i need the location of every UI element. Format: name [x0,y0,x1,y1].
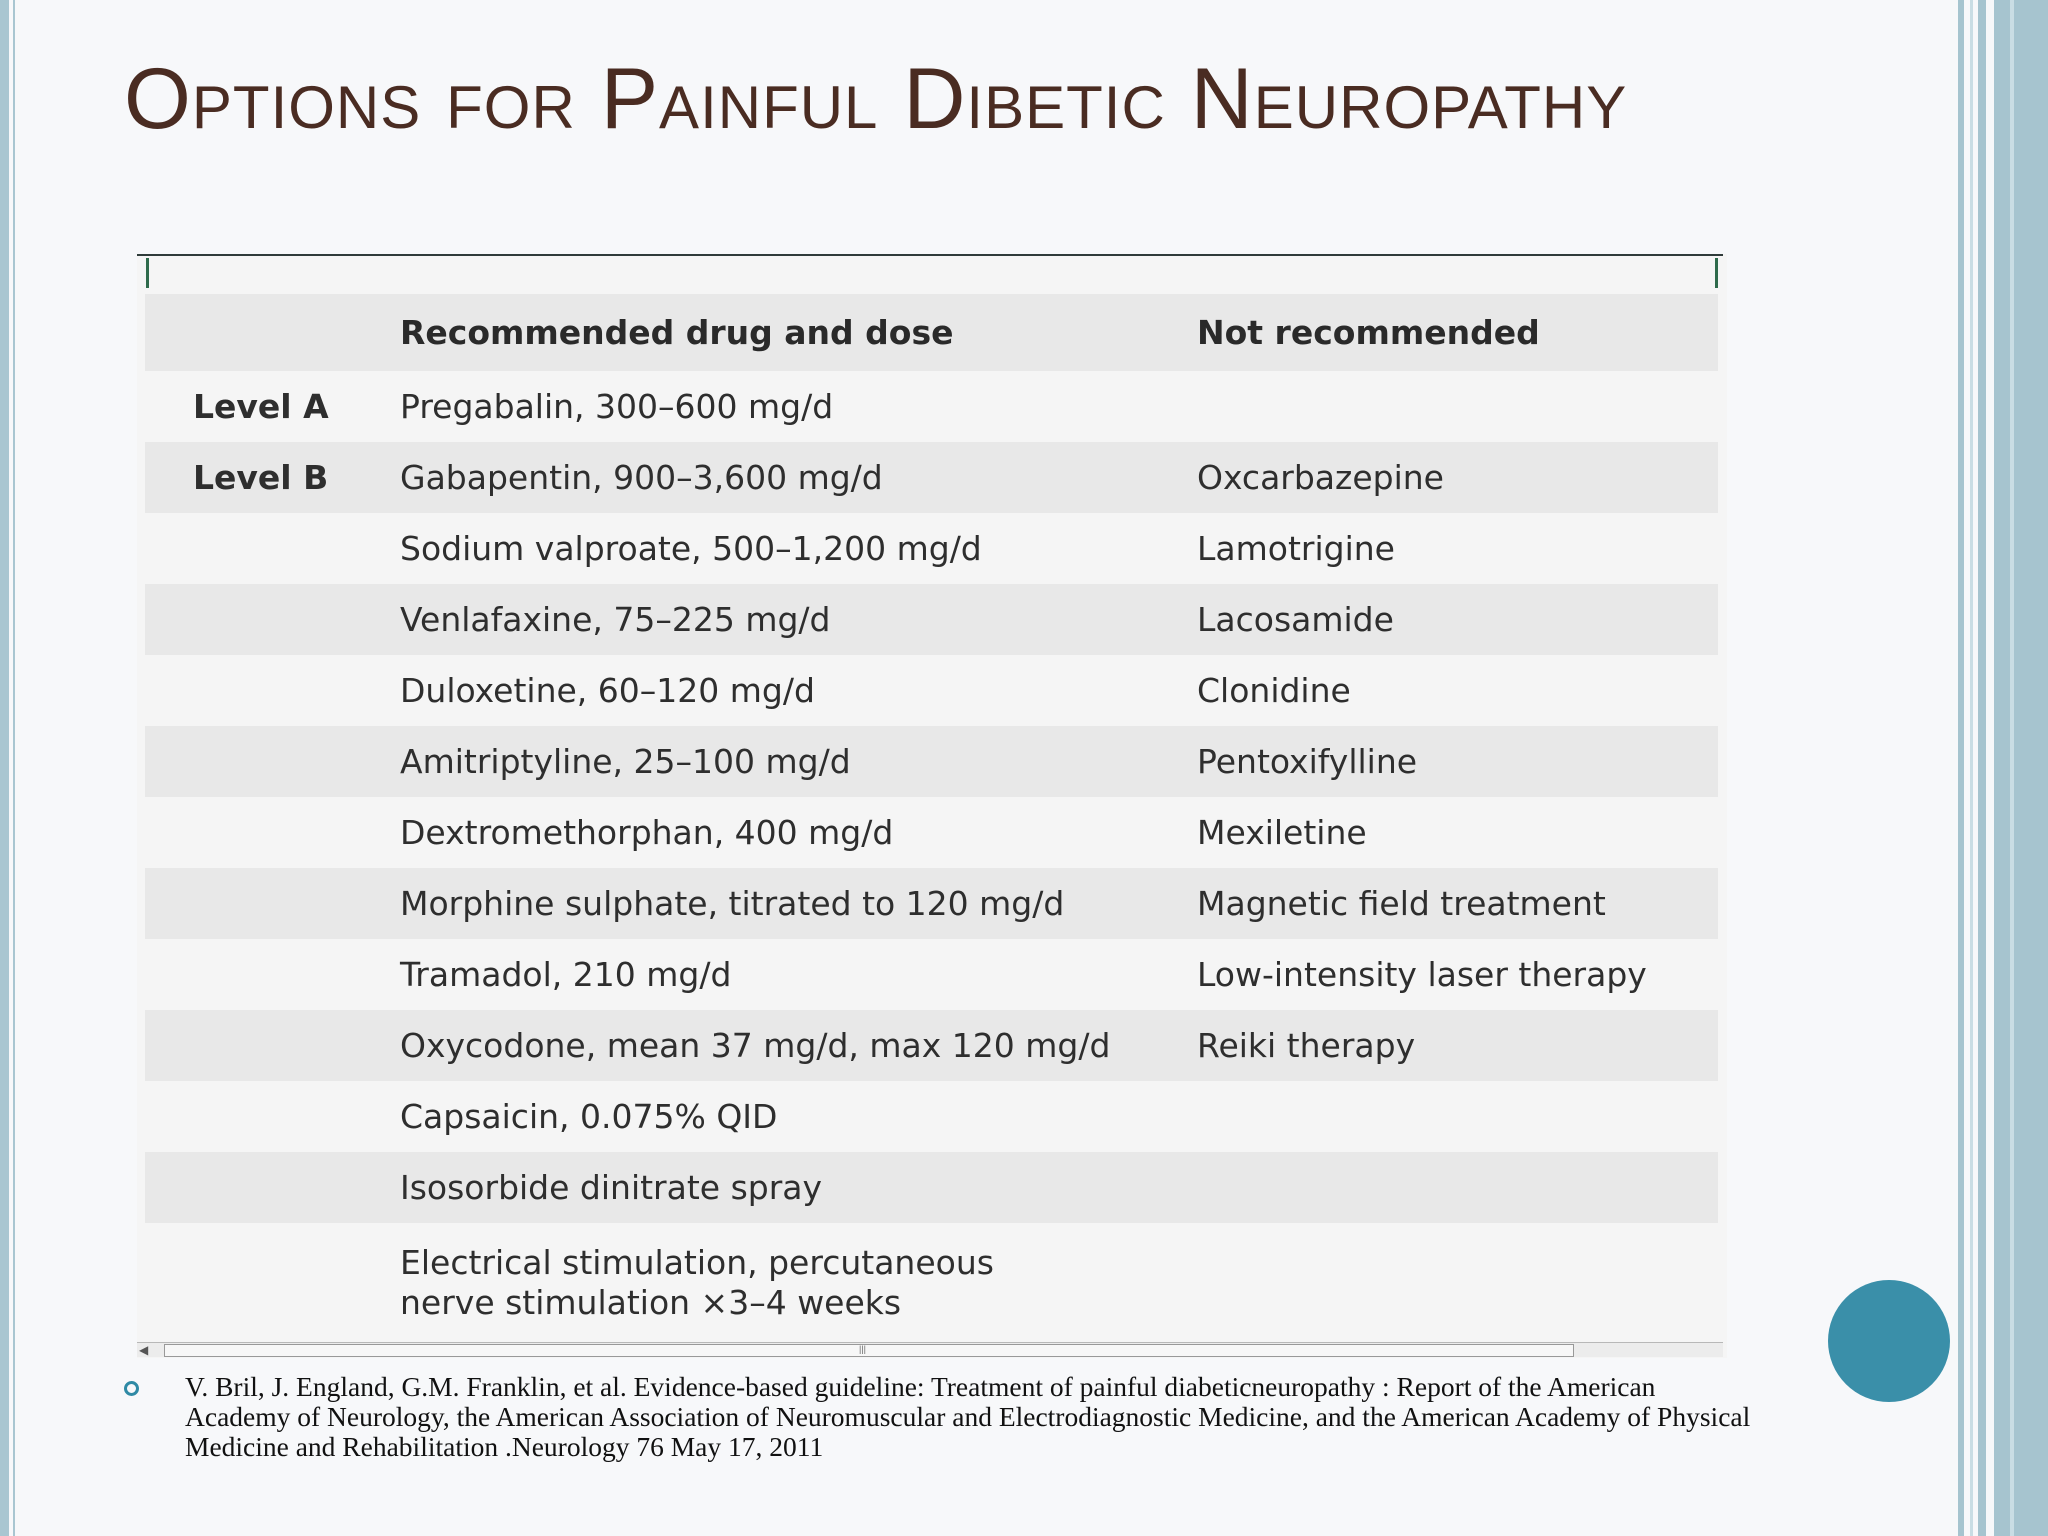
table-row [145,797,1718,868]
horizontal-scrollbar[interactable] [137,1342,1723,1357]
row-drug: Pregabalin, 300–600 mg/d [400,386,834,426]
row-drug: Sodium valproate, 500–1,200 mg/d [400,528,982,568]
table-row [145,513,1718,584]
scroll-left-arrow-icon[interactable]: ◀ [139,1343,149,1357]
row-not-recommended: Reiki therapy [1197,1026,1416,1065]
row-not-recommended: Lamotrigine [1197,529,1395,568]
left-border-stripe [0,0,9,1536]
row-drug: Duloxetine, 60–120 mg/d [400,670,815,710]
row-not-recommended: Lacosamide [1197,600,1394,639]
table-row [145,371,1718,442]
right-border-line-1 [1970,0,1973,1536]
table-top-rule [137,254,1723,256]
table-row [145,939,1718,1010]
table-left-tick [146,258,149,288]
citation-text: V. Bril, J. England, G.M. Franklin, et al. Evidence-based guideline: Treatment of painful diabeticneuropathy : Report of the American Academy of Neurology, the American Association of Neuromuscular and Electrodiagnostic Medicine, and the American Academy of Physical Medicine and Rehabilitation .Neurology 76 May 17, 2011 [185,1371,1751,1462]
right-border-line-2 [2010,0,2014,1536]
table-row [145,1010,1718,1081]
table-row [145,584,1718,655]
row-drug-line-2: nerve stimulation ×3–4 weeks [400,1283,902,1322]
row-drug: Amitriptyline, 25–100 mg/d [400,741,851,781]
decorative-circle [1828,1280,1950,1402]
row-not-recommended: Mexiletine [1197,813,1367,852]
row-not-recommended: Low-intensity laser therapy [1197,955,1647,994]
row-level: Level B [193,458,329,497]
guideline-table-image [137,254,1727,1358]
row-not-recommended: Pentoxifylline [1197,742,1418,781]
table-row [145,442,1718,513]
right-border-stripe-1 [1958,0,1964,1536]
table-row [145,1152,1718,1223]
table-row [145,868,1718,939]
row-not-recommended: Magnetic field treatment [1197,884,1606,923]
row-drug: Gabapentin, 900–3,600 mg/d [400,457,883,497]
right-border-stripe-2 [1978,0,1986,1536]
scrollbar-thumb[interactable] [164,1344,1574,1357]
slide-title: Options for Painful Dibetic Neuropathy [124,51,1628,147]
row-drug-line-1: Electrical stimulation, percutaneous [400,1243,994,1282]
row-drug: Capsaicin, 0.075% QID [400,1096,778,1136]
row-drug: Dextromethorphan, 400 mg/d [400,812,894,852]
table-row [145,1223,1718,1343]
row-not-recommended: Oxcarbazepine [1197,458,1444,497]
table-header-row [145,294,1718,371]
row-level: Level A [193,387,329,426]
row-drug [400,1243,1197,1323]
row-drug: Venlafaxine, 75–225 mg/d [400,599,831,639]
drug-table [145,294,1718,1343]
table-right-tick [1715,258,1718,288]
right-border-stripe-3 [1994,0,2048,1536]
scrollbar-grip-icon: ||| [859,1344,867,1354]
header-recommended: Recommended drug and dose [400,312,954,352]
bullet-ring-icon [124,1381,139,1396]
row-not-recommended: Clonidine [1197,671,1351,710]
table-row [145,1081,1718,1152]
left-border-line [13,0,15,1536]
table-row [145,655,1718,726]
row-drug: Oxycodone, mean 37 mg/d, max 120 mg/d [400,1025,1111,1065]
row-drug: Morphine sulphate, titrated to 120 mg/d [400,883,1065,923]
table-row [145,726,1718,797]
header-not-recommended: Not recommended [1197,313,1540,352]
row-drug: Isosorbide dinitrate spray [400,1167,823,1207]
row-drug: Tramadol, 210 mg/d [400,954,732,994]
